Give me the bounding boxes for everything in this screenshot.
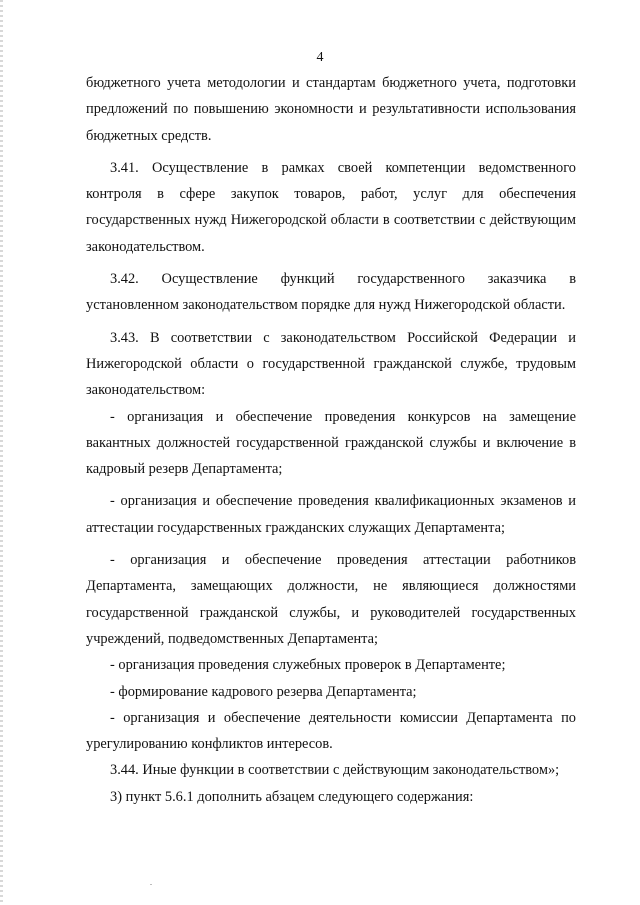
paragraph-3-44: 3.44. Иные функции в соответствии с действующим законодательством»;: [110, 762, 560, 779]
paragraph-continuation: бюджетного учета методологии и стандартам бюджетного учета, подготовки предложений по повышению экономности и результативности использования бюджетных средств.: [86, 75, 576, 144]
list-item-official-inspections: - организация проведения служебных проверок в Департаменте;: [110, 657, 506, 674]
list-item-competitions: - организация и обеспечение проведения конкурсов на замещение вакантных должностей государственной гражданской службы и включение в кадровый резерв Департамента;: [86, 408, 576, 478]
paragraph-amendment-5-6-1: 3) пункт 5.6.1 дополнить абзацем следующего содержания:: [110, 788, 474, 805]
paragraph-3-43: 3.43. В соответствии с законодательством Российской Федерации и Нижегородской области о государственной гражданской службе, трудовым законодательством:: [86, 329, 576, 399]
list-item-conflict-commission: - организация и обеспечение деятельности комиссии Департамента по урегулированию конфликтов интересов.: [86, 709, 576, 753]
page-number: 4: [316, 50, 324, 65]
paragraph-3-42: 3.42. Осуществление функций государственного заказчика в установленном законодательством порядке для нужд Нижегородской области.: [86, 271, 576, 314]
scan-speck: [150, 884, 152, 885]
list-item-employee-attestation: - организация и обеспечение проведения аттестации работников Департамента, замещающих должности, не являющиеся должностями государственной гражданской службы, и руководителей государственных учреждений, подведомственных Департамента;: [86, 552, 576, 647]
list-item-qualification-exams: - организация и обеспечение проведения квалификационных экзаменов и аттестации государственных гражданских служащих Департамента;: [86, 493, 576, 536]
list-item-personnel-reserve: - формирование кадрового резерва Департамента;: [110, 683, 417, 700]
document-body: [86, 70, 576, 810]
paragraph-3-41: 3.41. Осуществление в рамках своей компетенции ведомственного контроля в сфере закупок товаров, работ, услуг для обеспечения государственных нужд Нижегородской области в соответствии с действующим законодательством.: [86, 159, 576, 255]
scan-edge-artifact: [0, 0, 3, 905]
